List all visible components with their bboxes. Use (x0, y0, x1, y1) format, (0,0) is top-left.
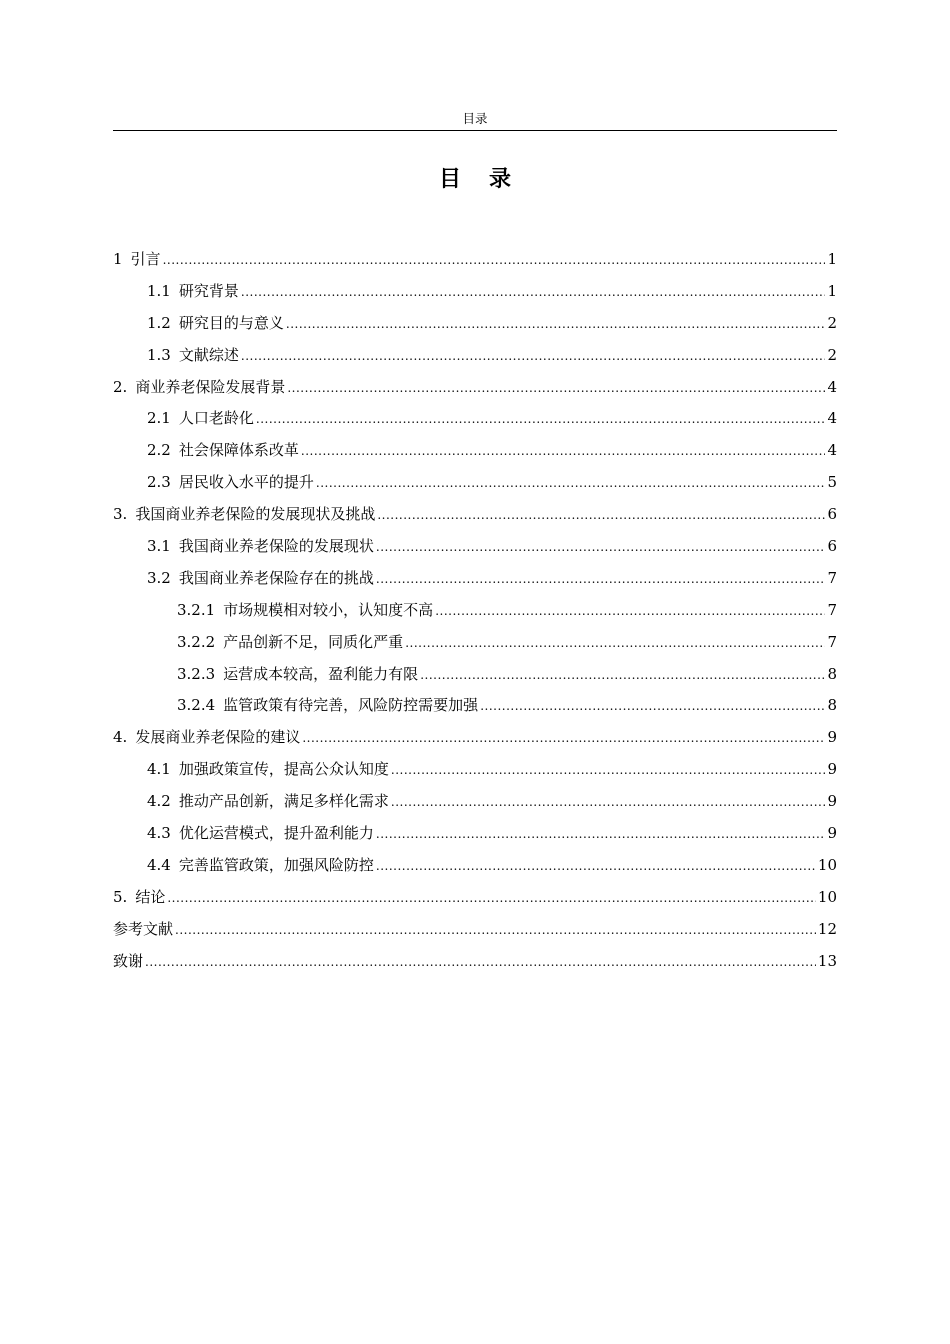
dot-leader (286, 309, 826, 341)
dot-leader (241, 277, 826, 309)
toc-entry-page: 6 (827, 537, 837, 556)
toc-entry-text: 引言 (130, 250, 161, 268)
toc-entry-text: 我国商业养老保险的发展现状及挑战 (135, 505, 376, 524)
dot-leader (301, 436, 826, 468)
toc-entry[interactable] (113, 754, 837, 786)
toc-entry-text: 商业养老保险发展背景 (135, 377, 286, 396)
dot-leader (480, 691, 825, 723)
toc-entry-title (113, 372, 285, 404)
toc-entry-number: 2. (113, 377, 128, 396)
toc-entry-title (147, 308, 284, 340)
dot-leader (241, 341, 826, 373)
toc-entry-page: 9 (827, 792, 837, 811)
dot-leader (145, 947, 816, 979)
toc-entry-text: 致谢 (113, 951, 144, 970)
toc-entry-page: 6 (827, 505, 837, 524)
toc-entry-page: 4 (827, 377, 837, 396)
toc-entry-title (113, 722, 300, 754)
toc-entry-page: 1 (827, 250, 837, 268)
toc-entry[interactable] (113, 403, 837, 435)
toc-entry-number: 4.4 (147, 855, 171, 874)
toc-entry-number: 1.2 (147, 313, 171, 332)
toc-entry-page: 9 (827, 760, 837, 779)
toc-entry[interactable] (113, 244, 837, 276)
toc-entry-text: 人口老龄化 (178, 409, 254, 428)
toc-entry-title (147, 818, 374, 850)
running-header-text: 目录 (462, 111, 488, 126)
toc-entry-page: 10 (817, 887, 837, 906)
toc-entry[interactable] (113, 595, 837, 627)
toc-entry-text: 研究背景 (178, 281, 239, 300)
toc-entry[interactable] (113, 914, 837, 946)
dot-leader (302, 723, 825, 755)
toc-entry-page: 9 (827, 824, 837, 843)
toc-entry[interactable] (113, 467, 837, 499)
toc-entry-page: 1 (827, 281, 837, 300)
toc-entry-title (177, 690, 478, 722)
toc-entry[interactable] (113, 435, 837, 467)
toc-entry-page: 2 (827, 313, 837, 332)
toc-entry-page: 4 (827, 441, 837, 460)
toc-entry-text: 监管政策有待完善，风险防控需要加强 (223, 696, 479, 715)
toc-entry-number: 3.1 (147, 537, 171, 556)
toc-entry-page: 9 (827, 728, 837, 747)
dot-leader (376, 819, 826, 851)
dot-leader (391, 755, 826, 787)
toc-entry[interactable] (113, 882, 837, 914)
toc-entry-number: 3. (113, 505, 128, 524)
toc-entry-number: 3.2 (147, 568, 171, 587)
dot-leader (376, 851, 816, 883)
toc-entry-text: 产品创新不足，同质化严重 (223, 632, 404, 651)
dot-leader (420, 660, 825, 692)
toc-entry-text: 我国商业养老保险的发展现状 (178, 537, 374, 556)
toc-entry-number: 1.1 (147, 281, 171, 300)
toc-entry-text: 完善监管政策，加强风险防控 (178, 855, 374, 874)
toc-entry-title (147, 467, 314, 499)
toc-entry-title (147, 435, 299, 467)
toc-entry-page: 13 (817, 951, 837, 970)
toc-entry-number: 4. (113, 728, 128, 747)
toc-entry-page: 2 (827, 345, 837, 364)
toc-entry[interactable] (113, 946, 837, 978)
dot-leader (167, 883, 816, 915)
dot-leader (256, 404, 826, 436)
toc-entry[interactable] (113, 690, 837, 722)
dot-leader (376, 564, 826, 596)
toc-entry-number: 3.2.1 (177, 600, 216, 619)
toc-entry-text: 文献综述 (178, 345, 239, 364)
toc-entry-title (147, 563, 374, 595)
table-of-contents (113, 244, 837, 977)
toc-entry[interactable] (113, 340, 837, 372)
toc-entry-title (177, 627, 403, 659)
toc-entry-number: 4.3 (147, 824, 171, 843)
dot-leader (175, 915, 816, 947)
toc-entry-title (147, 786, 389, 818)
toc-entry-title (147, 276, 239, 308)
toc-entry-title (147, 403, 254, 435)
toc-entry-title (113, 882, 165, 914)
dot-leader (316, 468, 826, 500)
toc-entry-page: 7 (827, 632, 837, 651)
toc-entry-text: 发展商业养老保险的建议 (135, 728, 301, 747)
toc-entry-text: 我国商业养老保险存在的挑战 (178, 568, 374, 587)
toc-entry-text: 研究目的与意义 (178, 313, 284, 332)
toc-entry-page: 10 (817, 855, 837, 874)
toc-entry-text: 结论 (135, 887, 166, 906)
toc-entry[interactable] (113, 372, 837, 404)
toc-entry[interactable] (113, 659, 837, 691)
toc-entry-number: 3.2.4 (177, 696, 216, 715)
toc-entry-number: 3.2.3 (177, 664, 216, 683)
toc-entry-title (147, 531, 374, 563)
toc-entry-title (177, 595, 433, 627)
toc-entry-number: 2.3 (147, 473, 171, 492)
dot-leader (376, 532, 826, 564)
toc-entry-number: 4.2 (147, 792, 171, 811)
toc-entry-page: 8 (827, 696, 837, 715)
toc-entry-number: 2.1 (147, 409, 171, 428)
toc-entry[interactable] (113, 818, 837, 850)
toc-entry-text: 推动产品创新，满足多样化需求 (178, 792, 389, 811)
toc-entry[interactable] (113, 531, 837, 563)
toc-entry-title (147, 340, 239, 372)
toc-entry-text: 市场规模相对较小，认知度不高 (223, 600, 434, 619)
toc-entry[interactable] (113, 563, 837, 595)
toc-entry[interactable] (113, 276, 837, 308)
toc-entry[interactable] (113, 308, 837, 340)
toc-entry-number: 1.3 (147, 345, 171, 364)
toc-entry-number: 3.2.2 (177, 632, 216, 651)
toc-entry-page: 4 (827, 409, 837, 428)
toc-entry[interactable] (113, 786, 837, 818)
toc-entry-number: 4.1 (147, 760, 171, 779)
toc-entry-text: 参考文献 (113, 919, 174, 938)
toc-entry-text: 加强政策宣传，提高公众认知度 (178, 760, 389, 779)
dot-leader (287, 373, 825, 405)
toc-entry-number: 2.2 (147, 441, 171, 460)
toc-entry-page: 8 (827, 664, 837, 683)
toc-entry-page: 7 (827, 568, 837, 587)
toc-entry-text: 居民收入水平的提升 (178, 473, 314, 492)
dot-leader (377, 500, 825, 532)
toc-entry-text: 优化运营模式，提升盈利能力 (178, 824, 374, 843)
dot-leader (163, 245, 826, 277)
toc-entry-title (113, 244, 161, 276)
toc-entry-title (113, 946, 143, 978)
dot-leader (391, 787, 826, 819)
dot-leader (405, 628, 825, 660)
toc-entry-title (113, 499, 375, 531)
toc-entry-page: 12 (817, 919, 837, 938)
toc-entry-text: 运营成本较高，盈利能力有限 (223, 664, 419, 683)
toc-entry[interactable] (113, 499, 837, 531)
toc-entry[interactable] (113, 850, 837, 882)
toc-entry-page: 5 (827, 473, 837, 492)
toc-entry-title (147, 850, 374, 882)
toc-entry-number: 1 (113, 250, 123, 268)
toc-entry-title (147, 754, 389, 786)
toc-entry-text: 社会保障体系改革 (178, 441, 299, 460)
toc-entry-title (113, 914, 173, 946)
toc-entry-page: 7 (827, 600, 837, 619)
dot-leader (435, 596, 825, 628)
running-header (113, 110, 837, 131)
toc-entry[interactable] (113, 627, 837, 659)
page-title: 目录 (438, 167, 539, 192)
toc-entry-number: 5. (113, 887, 128, 906)
toc-entry[interactable] (113, 722, 837, 754)
toc-entry-title (177, 659, 418, 691)
